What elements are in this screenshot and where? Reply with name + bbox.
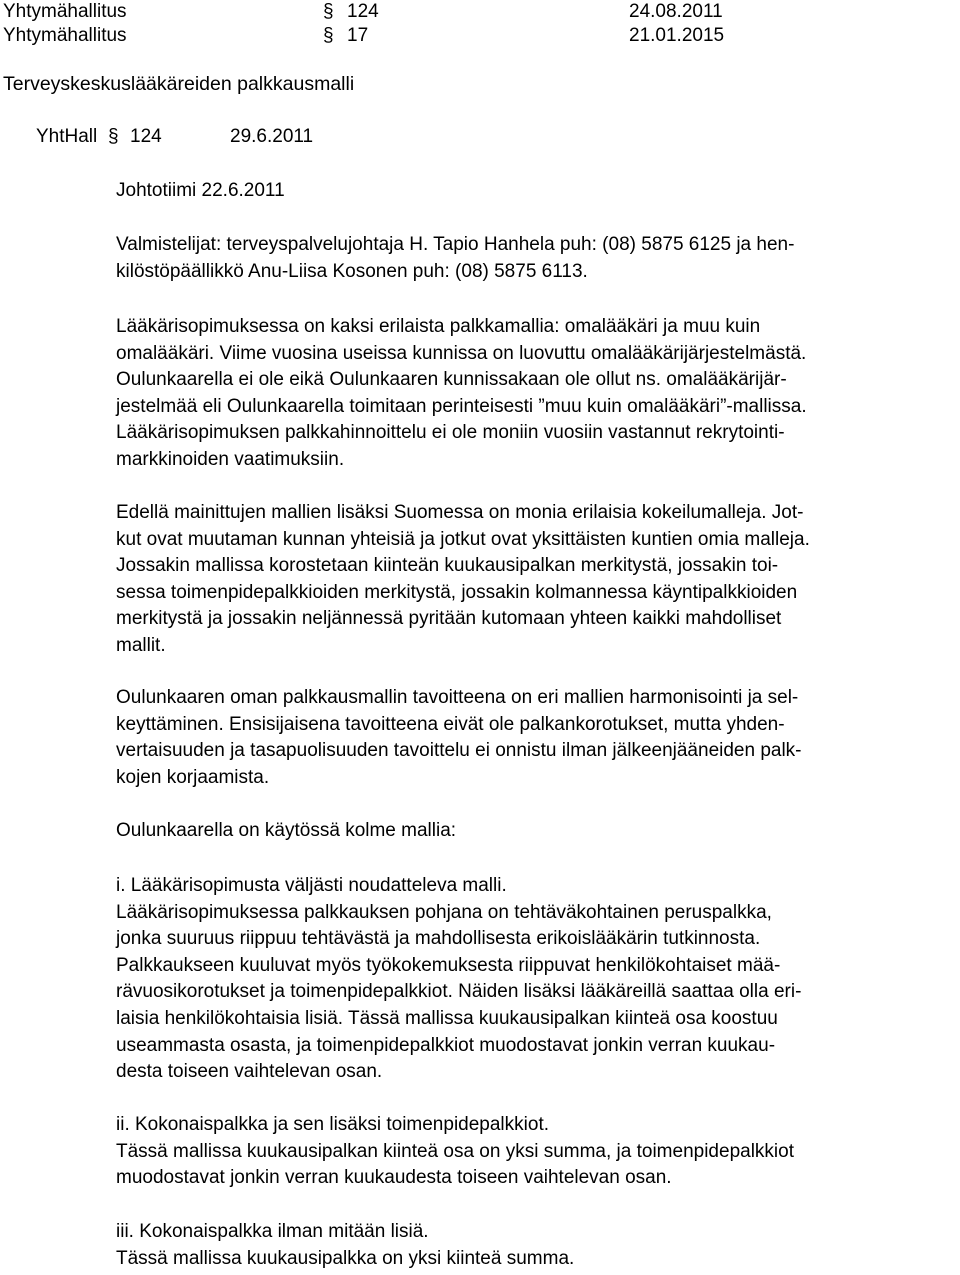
text-line: jonka suuruus riippuu tehtävästä ja mahdollisesta erikoislääkärin tutkinnosta. xyxy=(116,928,761,950)
paragraph-4 xyxy=(116,818,956,845)
preparers-block xyxy=(116,232,956,285)
model-i xyxy=(116,873,956,1086)
header-section-number: 17 xyxy=(347,25,369,46)
yhthall-section-number: 124 xyxy=(130,126,162,147)
text-line: muodostavat jonkin verran kuukaudesta toiseen vaihtelevan osan. xyxy=(116,1167,672,1189)
text-line: kilöstöpäällikkö Anu-Liisa Kosonen puh: (08) 5875 6113. xyxy=(116,260,588,282)
text-line: Oulunkaarella ei ole eikä Oulunkaaren kunnissakaan ole ollut ns. omalääkärijär- xyxy=(116,369,787,391)
text-line: sessa toimenpidepalkkioiden merkitystä, jossakin kolmannessa käyntipalkkioiden xyxy=(116,581,798,603)
text-line: Oulunkaarella on käytössä kolme mallia: xyxy=(116,820,457,841)
text-line: merkitystä ja jossakin neljännessä pyritään kutomaan yhteen kaikki mahdolliset xyxy=(116,608,782,630)
header-body: Yhtymähallitus xyxy=(3,25,127,46)
document-title: Terveyskeskuslääkäreiden palkkausmalli xyxy=(3,73,355,95)
yhthall-label: YhtHall xyxy=(36,126,98,147)
text-line: Palkkaukseen kuuluvat myös työkokemuksesta riippuvat henkilökohtaiset mää- xyxy=(116,954,781,976)
text-line: Edellä mainittujen mallien lisäksi Suomessa on monia erilaisia kokeilumalleja. Jot- xyxy=(116,502,804,523)
paragraph-3 xyxy=(116,685,956,791)
paragraph-1 xyxy=(116,314,956,474)
section-mark: § xyxy=(323,25,334,46)
section-mark: § xyxy=(108,126,119,147)
section-mark: § xyxy=(323,1,334,22)
text-line: ii. Kokonaispalkka ja sen lisäksi toimenpidepalkkiot. xyxy=(116,1114,550,1135)
yhthall-row xyxy=(0,126,600,152)
text-line: kojen korjaamista. xyxy=(116,766,270,788)
johtotiimi-line: Johtotiimi 22.6.2011 xyxy=(116,180,285,201)
header-section-number: 124 xyxy=(347,1,379,22)
text-line: laisia henkilökohtaisia lisiä. Tässä mallissa kuukausipalkan kiinteä osa koostuu xyxy=(116,1007,778,1029)
text-line: markkinoiden vaatimuksiin. xyxy=(116,448,345,470)
text-line: i. Lääkärisopimusta väljästi noudatteleva malli. xyxy=(116,875,507,896)
header-date: 24.08.2011 xyxy=(629,1,723,22)
text-line: Valmistelijat: terveyspalvelujohtaja H. Tapio Hanhela puh: (08) 5875 6125 ja hen- xyxy=(116,234,795,255)
text-line: vertaisuuden ja tasapuolisuuden tavoittelu ei onnistu ilman jälkeenjääneiden palk- xyxy=(116,740,802,762)
text-line: Oulunkaaren oman palkkausmallin tavoitteena on eri mallien harmonisointi ja sel- xyxy=(116,687,799,708)
text-line: Lääkärisopimuksessa palkkauksen pohjana on tehtäväkohtainen peruspalkka, xyxy=(116,901,772,923)
text-line: iii. Kokonaispalkka ilman mitään lisiä. xyxy=(116,1221,429,1242)
text-line: Lääkärisopimuksessa on kaksi erilaista palkkamallia: omalääkäri ja muu kuin xyxy=(116,316,761,337)
model-iii xyxy=(116,1219,956,1272)
header-body: Yhtymähallitus xyxy=(3,1,127,22)
text-line: kut ovat muutaman kunnan yhteisiä ja jotkut ovat yksittäisten kuntien omia malleja. xyxy=(116,528,810,550)
yhthall-date: 29.6.2011 xyxy=(230,126,314,147)
model-ii xyxy=(116,1112,956,1192)
paragraph-2 xyxy=(116,500,956,660)
text-line: Lääkärisopimuksen palkkahinnoittelu ei ole moniin vuosiin vastannut rekrytointi- xyxy=(116,422,785,444)
text-line: useammasta osasta, ja toimenpidepalkkiot muodostavat jonkin verran kuukau- xyxy=(116,1034,776,1056)
text-line: omalääkäri. Viime vuosina useissa kunnissa on luovuttu omalääkärijärjestelmästä. xyxy=(116,342,807,364)
text-line: Tässä mallissa kuukausipalkka on yksi kiinteä summa. xyxy=(116,1247,575,1269)
text-line: desta toiseen vaihtelevan osan. xyxy=(116,1061,383,1083)
text-line: mallit. xyxy=(116,634,166,656)
text-line: Tässä mallissa kuukausipalkan kiinteä osa on yksi summa, ja toimenpidepalkkiot xyxy=(116,1140,794,1162)
text-line: Jossakin mallissa korostetaan kiinteän kuukausipalkan merkitystä, jossakin toi- xyxy=(116,555,779,577)
text-line: rävuosikorotukset ja toimenpidepalkkiot. Näiden lisäksi lääkäreillä saattaa olla eri- xyxy=(116,981,802,1003)
header-date: 21.01.2015 xyxy=(629,25,725,46)
text-line: keyttäminen. Ensisijaisena tavoitteena eivät ole palkankorotukset, mutta yhden- xyxy=(116,713,785,735)
text-line: jestelmää eli Oulunkaarella toimitaan perinteisesti ”muu kuin omalääkäri”-mallissa. xyxy=(116,395,807,417)
